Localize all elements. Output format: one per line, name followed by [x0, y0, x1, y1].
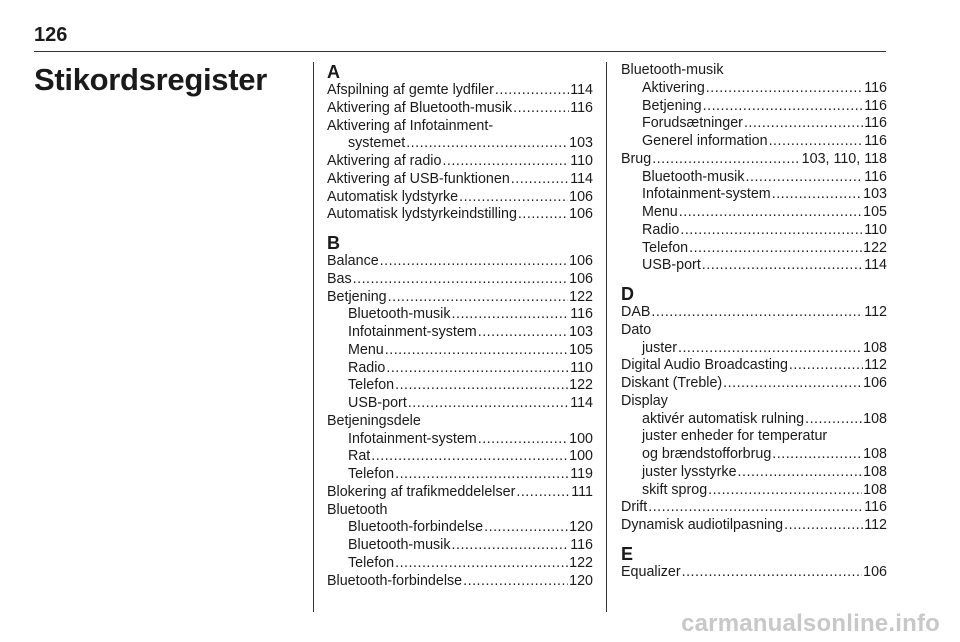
page-reference: 120 — [569, 519, 593, 536]
index-letter-heading: E — [621, 543, 634, 564]
dot-leader — [702, 257, 863, 275]
dot-leader — [703, 98, 864, 116]
page-reference: 103 — [569, 135, 593, 152]
index-term: juster lysstyrke — [642, 463, 737, 480]
index-subentry — [327, 360, 593, 378]
dot-leader — [395, 555, 568, 573]
index-entry — [327, 289, 593, 307]
page-reference: 114 — [570, 170, 593, 187]
page-reference: 106 — [863, 375, 887, 391]
page-reference: 108 — [863, 410, 887, 427]
index-term: Automatisk lydstyrke — [327, 188, 459, 205]
index-term: Aktivering — [642, 79, 705, 96]
page-reference: 119 — [570, 466, 593, 482]
index-term: Infotainment-system — [348, 430, 477, 447]
index-subentry — [327, 431, 593, 449]
page-reference: 122 — [569, 377, 593, 394]
page-reference: 116 — [864, 115, 887, 132]
index-subentry — [621, 464, 887, 482]
page-reference: 114 — [570, 395, 593, 411]
dot-leader — [689, 240, 862, 258]
dot-leader — [746, 169, 864, 187]
page-reference: 105 — [569, 341, 593, 358]
dot-leader — [738, 464, 863, 482]
page-reference: 106 — [569, 270, 593, 287]
dot-leader — [652, 151, 800, 169]
index-entry — [621, 151, 887, 169]
dot-leader — [388, 289, 569, 307]
index-term: Infotainment-system — [642, 186, 771, 203]
dot-leader — [723, 375, 862, 393]
page-reference: 105 — [863, 204, 887, 220]
dot-leader — [682, 564, 863, 582]
index-subentry — [621, 133, 887, 151]
index-letter-heading: D — [621, 284, 634, 304]
index-term: Generel information — [642, 133, 768, 149]
index-subentry — [621, 169, 887, 187]
index-term: USB-port — [642, 257, 701, 274]
index-column-right — [621, 62, 887, 582]
index-subentry — [327, 324, 593, 342]
index-entry — [327, 206, 593, 224]
dot-leader — [706, 80, 863, 98]
dot-leader — [784, 517, 863, 535]
dot-leader — [484, 519, 568, 537]
index-subentry — [621, 446, 887, 464]
dot-leader — [408, 395, 569, 413]
dot-leader — [463, 573, 568, 591]
dot-leader — [708, 482, 862, 500]
index-term: DAB — [621, 304, 651, 320]
dot-leader — [805, 411, 862, 429]
index-term: Brug — [621, 150, 652, 167]
dot-leader — [651, 304, 863, 322]
index-term: Diskant (Treble) — [621, 375, 723, 391]
index-entry — [621, 304, 887, 322]
index-subentry — [621, 80, 887, 98]
index-term: Bluetooth-musik — [348, 306, 451, 323]
page-title: Stikordsregister — [34, 62, 267, 97]
page-reference: 122 — [569, 288, 593, 305]
index-term: Bluetooth-musik — [348, 537, 451, 553]
page-reference: 106 — [569, 188, 593, 205]
dot-leader — [452, 537, 570, 555]
index-term: Digital Audio Broadcasting — [621, 357, 788, 374]
page-reference: 122 — [863, 239, 887, 256]
index-term: Forudsætninger — [642, 115, 743, 132]
dot-leader — [371, 448, 568, 466]
header-rule — [34, 51, 886, 52]
page-reference: 100 — [569, 430, 593, 447]
page-reference: 103 — [863, 186, 887, 203]
index-term: aktivér automatisk rulning — [642, 410, 805, 427]
index-subentry — [327, 519, 593, 537]
index-entry — [327, 100, 593, 118]
page-reference: 106 — [569, 253, 593, 269]
index-subentry — [621, 482, 887, 500]
index-term: Bas — [327, 270, 352, 287]
index-term: Blokering af trafikmeddelelser — [327, 483, 516, 500]
dot-leader — [789, 357, 863, 375]
index-subentry — [621, 257, 887, 275]
page-reference: 116 — [570, 306, 593, 323]
page-reference: 100 — [569, 448, 593, 465]
index-term: Balance — [327, 253, 379, 269]
index-entry — [621, 517, 887, 535]
dot-leader — [452, 306, 570, 324]
index-subentry — [621, 98, 887, 116]
column-divider-left — [313, 62, 314, 612]
index-term: Radio — [642, 221, 680, 238]
index-term: Betjening — [327, 288, 387, 305]
dot-leader — [406, 135, 568, 153]
dot-leader — [679, 204, 862, 222]
index-entry-heading: Dato — [621, 321, 652, 338]
index-letter-heading: A — [327, 62, 340, 82]
index-entry — [327, 171, 593, 189]
page-reference: 103 — [569, 324, 593, 340]
dot-leader — [516, 484, 570, 502]
page-reference: 112 — [864, 357, 887, 374]
index-term: Afspilning af gemte lydfiler — [327, 82, 494, 98]
index-subentry — [327, 395, 593, 413]
index-subentry — [621, 186, 887, 204]
page-number: 126 — [34, 24, 68, 46]
dot-leader — [442, 153, 569, 171]
dot-leader — [459, 189, 568, 207]
index-subentry — [327, 135, 593, 153]
dot-leader — [772, 186, 862, 204]
index-subentry — [621, 115, 887, 133]
page-reference: 110 — [570, 359, 593, 376]
dot-leader — [680, 222, 863, 240]
index-entry-heading: Bluetooth-musik — [621, 62, 724, 78]
index-term: Rat — [348, 448, 371, 465]
index-entry — [327, 271, 593, 289]
dot-leader — [395, 466, 569, 484]
index-entry — [327, 82, 593, 100]
index-entry — [327, 573, 593, 591]
page-reference: 110 — [864, 221, 887, 238]
index-subentry — [327, 342, 593, 360]
index-subentry — [621, 340, 887, 358]
dot-leader — [385, 342, 568, 360]
dot-leader — [478, 431, 568, 449]
dot-leader — [744, 115, 863, 133]
index-term: Drift — [621, 499, 648, 516]
index-letter-heading: B — [327, 233, 340, 253]
dot-leader — [678, 340, 862, 358]
index-entry-heading: Betjeningsdele — [327, 412, 421, 429]
index-subentry — [327, 377, 593, 395]
index-term: Menu — [642, 204, 678, 220]
dot-leader — [518, 206, 568, 224]
index-term: og brændstofforbrug — [642, 446, 772, 462]
index-term: Infotainment-system — [348, 324, 477, 340]
index-subentry — [327, 448, 593, 466]
page-reference: 108 — [863, 481, 887, 498]
index-subentry — [327, 466, 593, 484]
page-reference: 120 — [569, 572, 593, 589]
dot-leader — [648, 499, 863, 517]
page-reference: 103, 110, 118 — [801, 150, 887, 167]
index-term: Aktivering af Bluetooth-musik — [327, 99, 513, 116]
index-term: systemet — [348, 135, 406, 152]
index-term: Telefon — [348, 554, 395, 571]
dot-leader — [769, 133, 864, 151]
dot-leader — [395, 377, 568, 395]
index-term: Dynamisk audiotilpasning — [621, 517, 784, 533]
dot-leader — [495, 82, 569, 100]
dot-leader — [513, 100, 569, 118]
page-reference: 116 — [864, 499, 887, 516]
page-reference: 114 — [864, 257, 887, 274]
dot-leader — [386, 360, 569, 378]
index-entry-heading: Bluetooth — [327, 501, 388, 518]
dot-leader — [478, 324, 568, 342]
index-entry-heading: Display — [621, 392, 668, 409]
column-divider-right — [606, 62, 607, 612]
page-reference: 116 — [864, 133, 887, 149]
index-subentry: juster enheder for temperatur — [642, 428, 828, 445]
index-term: skift sprog — [642, 481, 708, 498]
page-reference: 116 — [570, 99, 593, 116]
index-entry — [327, 484, 593, 502]
index-term: Radio — [348, 359, 386, 376]
index-term: Menu — [348, 341, 384, 358]
dot-leader — [772, 446, 862, 464]
index-term: Aktivering af USB-funktionen — [327, 170, 510, 187]
index-column-left — [327, 62, 593, 590]
index-term: Telefon — [348, 466, 395, 482]
index-subentry — [621, 240, 887, 258]
page-reference: 106 — [569, 206, 593, 223]
index-subentry — [621, 204, 887, 222]
watermark: carmanualsonline.info — [681, 610, 940, 637]
index-term: USB-port — [348, 395, 407, 411]
index-entry — [621, 564, 887, 582]
page-reference: 108 — [863, 463, 887, 480]
index-entry — [327, 189, 593, 207]
index-term: juster — [642, 339, 677, 356]
dot-leader — [353, 271, 569, 289]
dot-leader — [511, 171, 569, 189]
index-subentry — [621, 222, 887, 240]
index-term: Automatisk lydstyrkeindstilling — [327, 206, 517, 223]
page-reference: 116 — [864, 168, 887, 185]
page-reference: 116 — [864, 97, 887, 114]
index-term: Bluetooth-musik — [642, 168, 745, 185]
page-reference: 110 — [570, 153, 593, 169]
index-subentry — [327, 537, 593, 555]
page-reference: 112 — [864, 517, 887, 533]
page-reference: 108 — [863, 339, 887, 356]
index-subentry — [327, 306, 593, 324]
index-subentry — [327, 555, 593, 573]
index-subentry — [621, 411, 887, 429]
page-reference: 114 — [570, 82, 593, 98]
index-term: Aktivering af radio — [327, 153, 442, 169]
page-reference: 112 — [864, 304, 887, 320]
index-term: Bluetooth-forbindelse — [348, 519, 484, 536]
index-entry-heading: Aktivering af Infotainment- — [327, 117, 494, 134]
page-reference: 116 — [570, 537, 593, 553]
index-entry — [327, 153, 593, 171]
index-term: Telefon — [642, 239, 689, 256]
index-entry — [621, 375, 887, 393]
page-reference: 116 — [864, 79, 887, 96]
index-term: Bluetooth-forbindelse — [327, 572, 463, 589]
page-reference: 108 — [863, 446, 887, 462]
index-term: Telefon — [348, 377, 395, 394]
index-term: Equalizer — [621, 563, 681, 580]
page-reference: 122 — [569, 554, 593, 571]
index-entry — [621, 357, 887, 375]
page-reference: 111 — [571, 483, 593, 500]
index-term: Betjening — [642, 97, 702, 114]
page-reference: 106 — [863, 563, 887, 580]
index-entry — [327, 253, 593, 271]
index-entry — [621, 499, 887, 517]
dot-leader — [380, 253, 568, 271]
